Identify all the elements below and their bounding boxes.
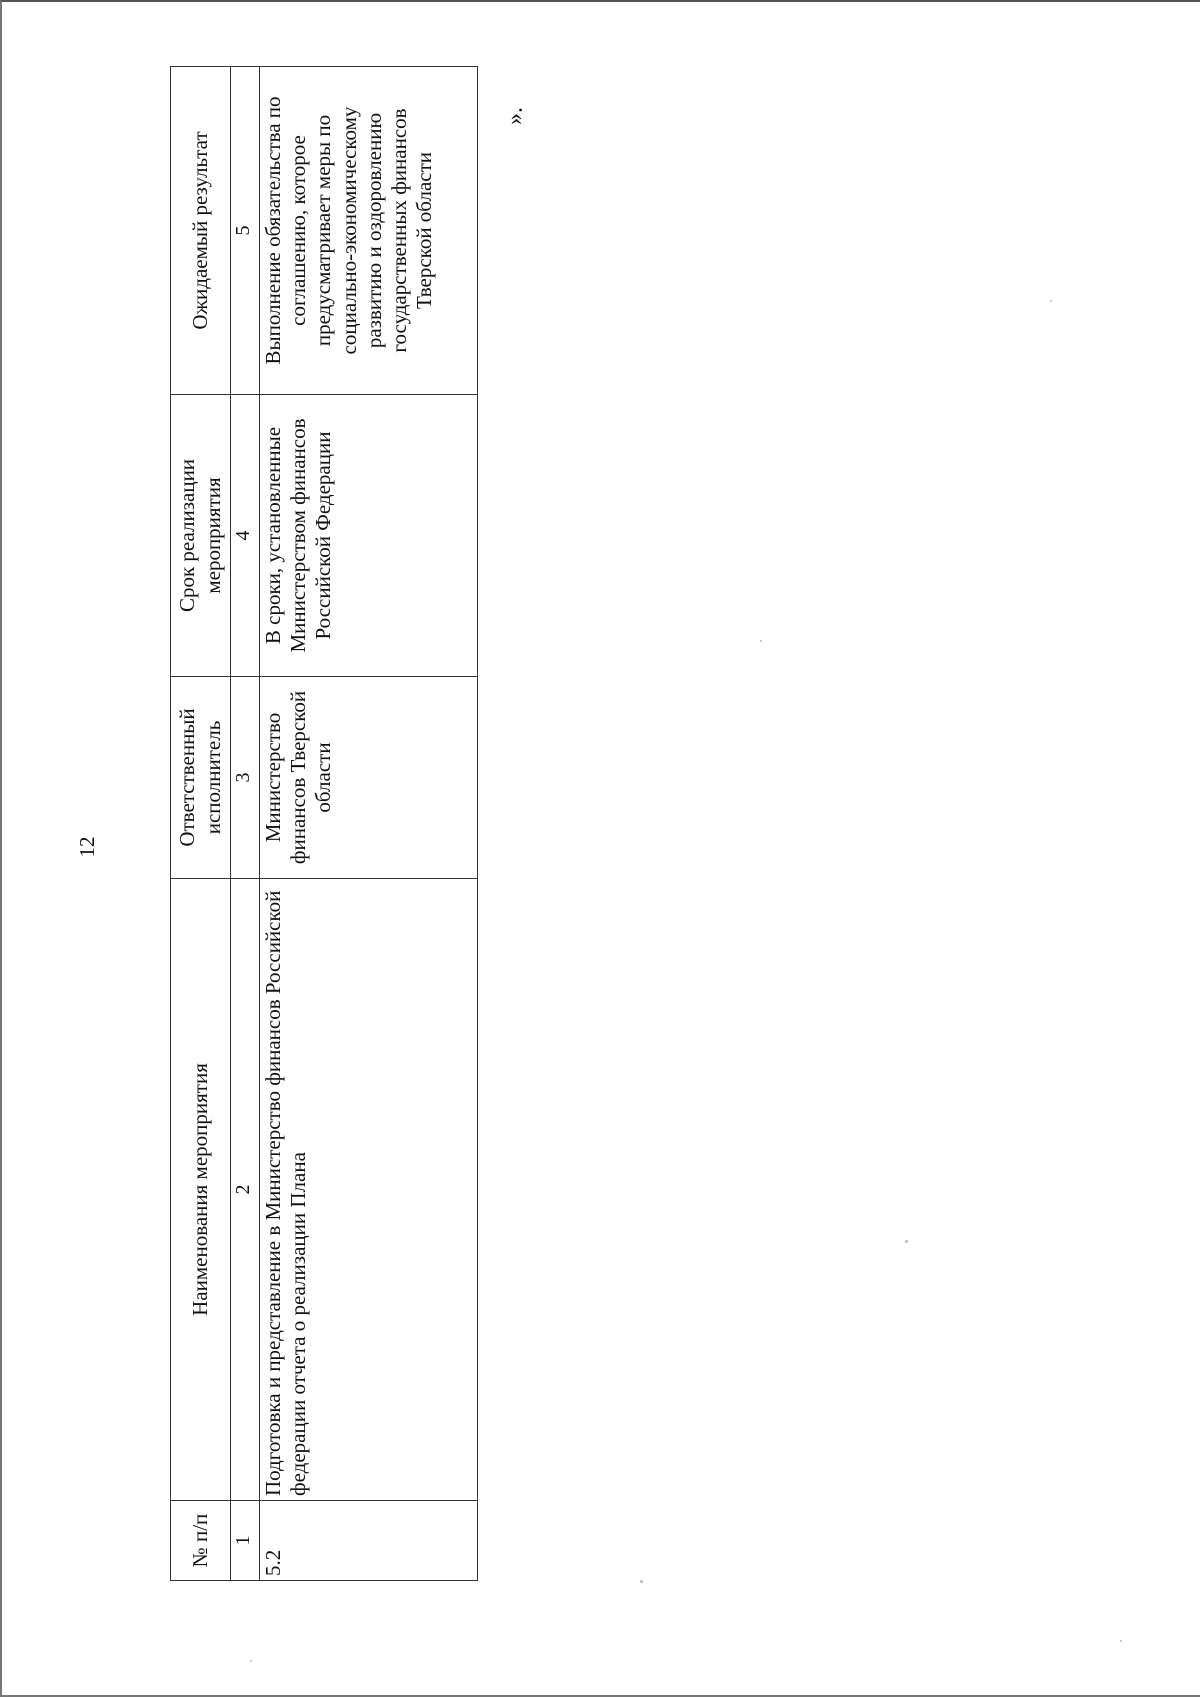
scan-speck bbox=[250, 1660, 252, 1662]
column-number: 4 bbox=[231, 395, 260, 677]
scan-speck bbox=[905, 1240, 908, 1243]
row-result: Выполнение обязательства по соглашению, которое предусматривает меры по социально-экономическому развитию и оздоровлению государственных финансов Тверской области bbox=[260, 67, 478, 395]
scan-speck bbox=[1050, 300, 1052, 302]
header-term: Срок реализации мероприятия bbox=[171, 395, 231, 677]
column-number-row bbox=[231, 67, 260, 1581]
page-number: 12 bbox=[75, 836, 99, 858]
header-num: № п/п bbox=[171, 1501, 231, 1581]
scan-speck bbox=[640, 1580, 643, 1583]
row-term: В сроки, установленные Министерством финансов Российской Федерации bbox=[260, 395, 478, 677]
table-row bbox=[260, 67, 478, 1581]
closing-quote: ». bbox=[502, 107, 528, 125]
header-executor: Ответственный исполнитель bbox=[171, 677, 231, 879]
column-number: 5 bbox=[231, 67, 260, 395]
header-name: Наименования мероприятия bbox=[171, 879, 231, 1501]
column-number: 2 bbox=[231, 879, 260, 1501]
column-number: 3 bbox=[231, 677, 260, 879]
row-name: Подготовка и представление в Министерство финансов Российской федерации отчета о реализации Плана bbox=[260, 879, 478, 1501]
table-header-row bbox=[171, 67, 231, 1581]
header-result: Ожидаемый результат bbox=[171, 67, 231, 395]
column-number: 1 bbox=[231, 1501, 260, 1581]
row-executor: Министерство финансов Тверской области bbox=[260, 677, 478, 879]
scan-speck bbox=[760, 640, 762, 642]
scan-speck bbox=[1120, 1640, 1122, 1642]
plan-table bbox=[170, 66, 478, 1581]
row-num: 5.2 bbox=[260, 1501, 478, 1581]
